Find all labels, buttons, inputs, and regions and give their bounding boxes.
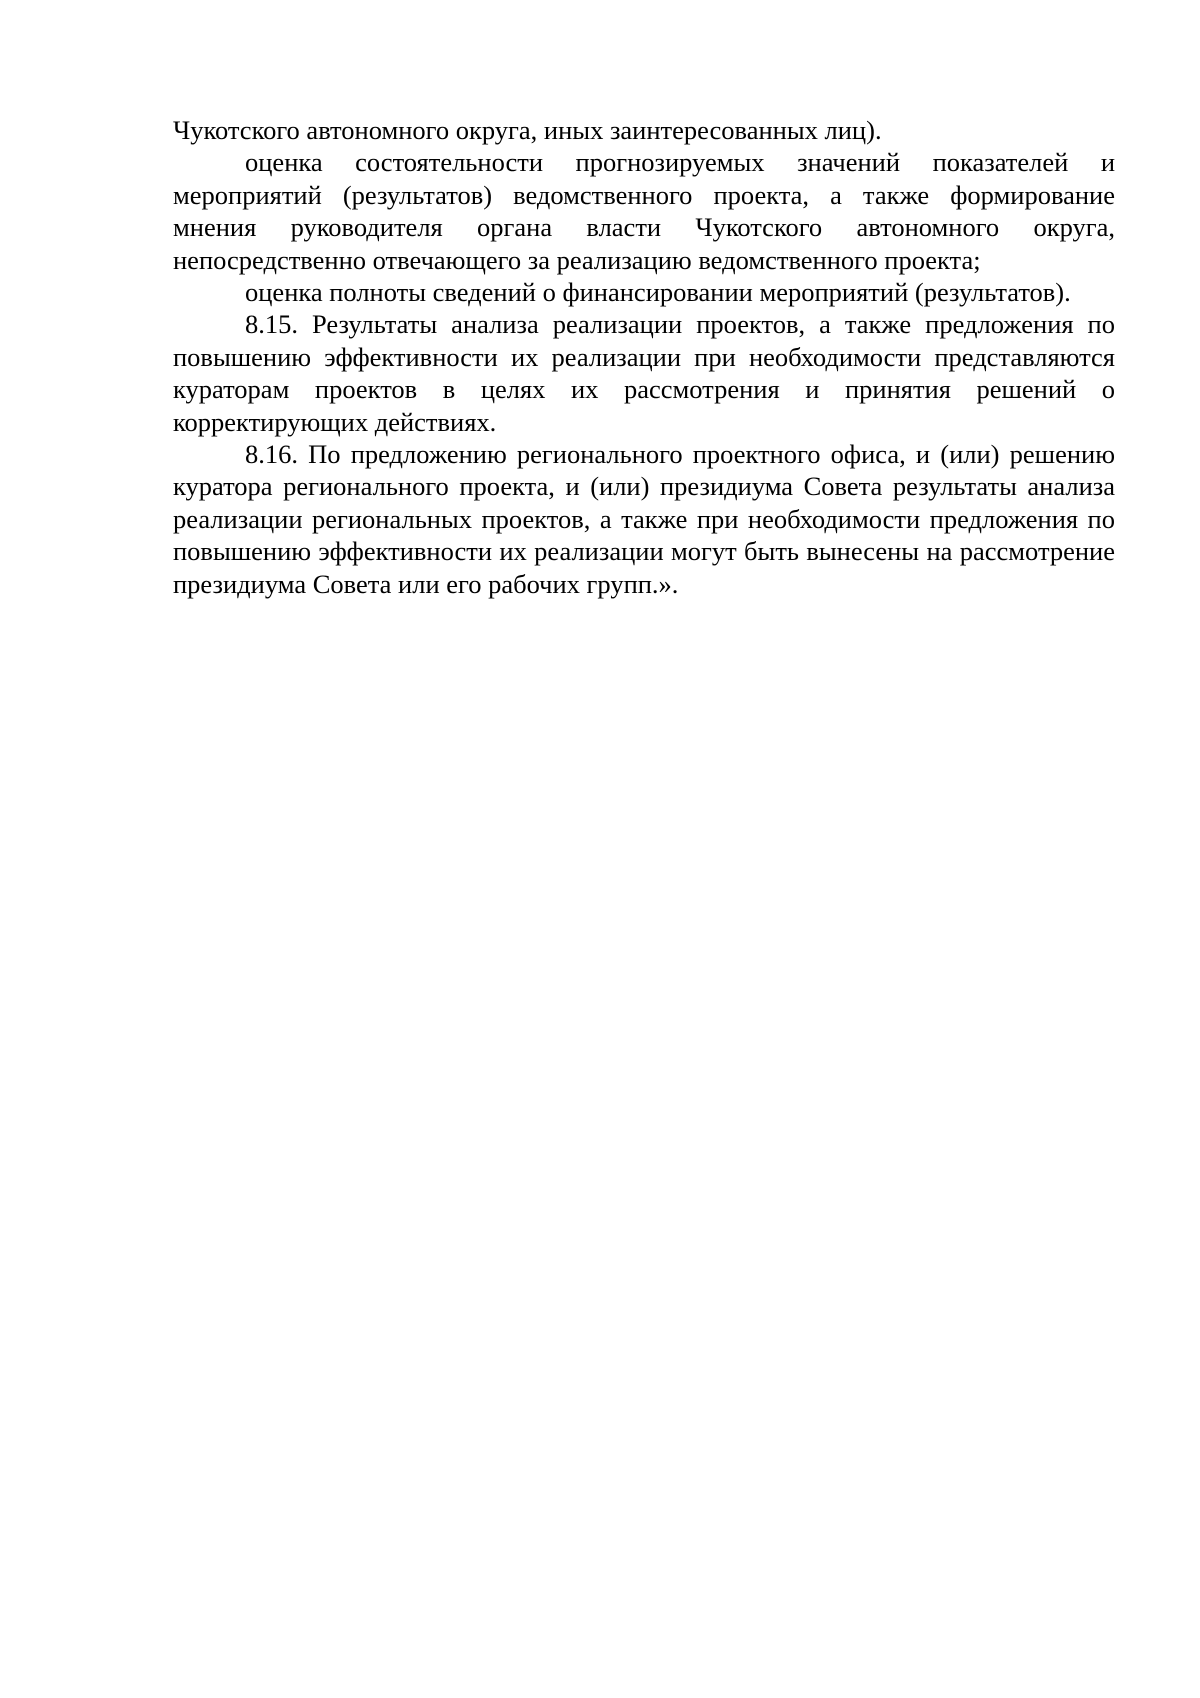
paragraph-assessment-feasibility: оценка состоятельности прогнозируемых значений показателей и мероприятий (результатов) ведомственного проекта, а также формирование мнения руководителя органа власти Чукотского автономного округа, непосредственно отвечающего за реализацию ведомственного проекта; <box>173 147 1115 275</box>
document-body <box>173 114 1115 600</box>
paragraph-assessment-completeness: оценка полноты сведений о финансировании мероприятий (результатов). <box>245 277 1071 308</box>
paragraph-clause-8-15: 8.15. Результаты анализа реализации проектов, а также предложения по повышению эффективности их реализации при необходимости представляются кураторам проектов в целях их рассмотрения и принятия решений о корректирующих действиях. <box>173 309 1115 437</box>
paragraph-clause-8-16: 8.16. По предложению регионального проектного офиса, и (или) решению куратора регионального проекта, и (или) президиума Совета результаты анализа реализации региональных проектов, а также при необходимости предложения по повышению эффективности их реализации могут быть вынесены на рассмотрение президиума Совета или его рабочих групп.». <box>173 439 1115 599</box>
paragraph-continuation: Чукотского автономного округа, иных заинтересованных лиц). <box>173 115 882 145</box>
